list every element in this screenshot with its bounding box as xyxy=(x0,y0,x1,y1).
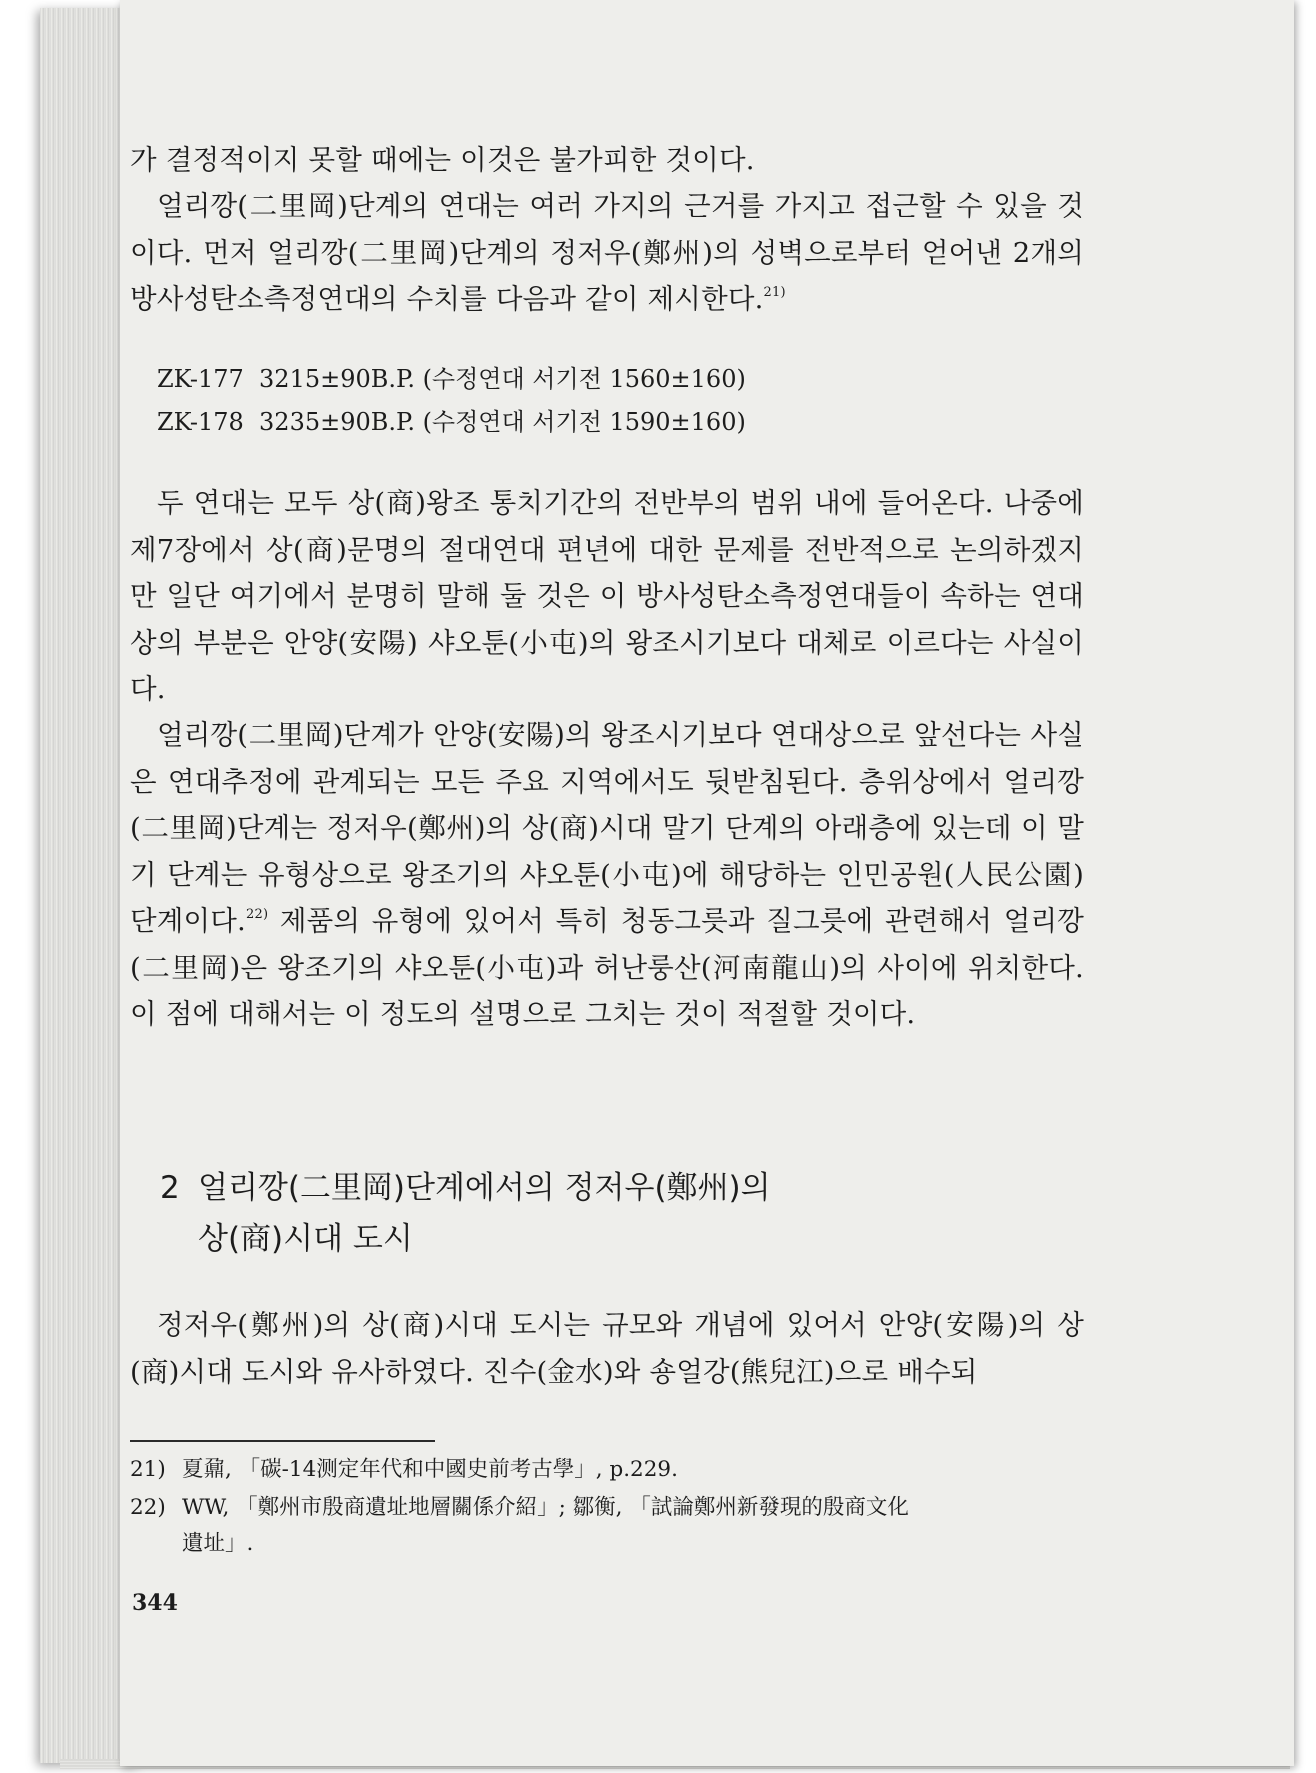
footnote-ref-22: 22) xyxy=(246,907,269,922)
date-zk178: ZK-178 3235±90B.P. (수정연대 서기전 1590±160) xyxy=(157,408,746,436)
paragraph-3: 두 연대는 모두 상(商)왕조 통치기간의 전반부의 범위 내에 들어온다. 나중에 제7장에서 상(商)문명의 절대연대 편년에 대한 문제를 전반적으로 논의하겠지만 일단 여기에서 분명히 말해 둘 것은 이 방사성탄소측정연대들이 속하는 연대상의 부분은 안양(安陽) 샤오툰(小屯)의 왕조시기보다 대체로 이르다는 사실이다. xyxy=(130,487,1084,705)
paragraph-2: 얼리깡(二里岡)단계의 연대는 여러 가지의 근거를 가지고 접근할 수 있을 것이다. 먼저 얼리깡(二里岡)단계의 정저우(鄭州)의 성벽으로부터 얻어낸 2개의 방사성탄소측정연대의 수치를 다음과 같이 제시한다.$^{21)}$ xyxy=(130,190,1084,315)
radiocarbon-dates xyxy=(157,358,957,444)
section-number: 2 xyxy=(160,1170,180,1206)
paragraph-1: 가 결정적이지 못할 때에는 이것은 불가피한 것이다. xyxy=(130,144,755,176)
section-title-line2: 상(商)시대 도시 xyxy=(198,1221,413,1257)
footnote-21: 21) 夏鼐, 「碳-14测定年代和中國史前考古學」, p.229. xyxy=(130,1457,678,1482)
section-heading xyxy=(160,1163,1060,1265)
paragraph-5: 정저우(鄭州)의 상(商)시대 도시는 규모와 개념에 있어서 안양(安陽)의 상(商)시대 도시와 유사하였다. 진수(金水)와 숑얼강(熊兒江)으로 배수되 xyxy=(130,1309,1084,1388)
footnote-22: 22) WW, 「鄭州市殷商遺址地層關係介紹」; 鄒衡, 「試論鄭州新發現的殷商文化 遺址」. xyxy=(130,1495,909,1556)
page-number: 344 xyxy=(132,1590,178,1616)
paragraph-4: 얼리깡(二里岡)단계가 안양(安陽)의 왕조시기보다 연대상으로 앞선다는 사실은 연대추정에 관계되는 모든 주요 지역에서도 뒷받침된다. 층위상에서 얼리깡(二里岡)단계는 정저우(鄭州)의 상(商)시대 말기 단계의 아래층에 있는데 이 말기 단계는 유형상으로 왕조기의 샤오툰(小屯)에 해당하는 인민공원(人民公園)단계이다.$^{22)}$ 제품의 유형에 있어서 특히 청동그릇과 질그릇에 관련해서 얼리깡(二里岡)은 왕조기의 샤오툰(小屯)과 허난룽산(河南龍山)의 사이에 위치한다. 이 점에 대해서는 이 정도의 설명으로 그치는 것이 적절할 것이다. xyxy=(130,719,1084,1030)
section-title-line1: 얼리깡(二里岡)단계에서의 정저우(鄭州)의 xyxy=(198,1170,771,1206)
date-zk177: ZK-177 3215±90B.P. (수정연대 서기전 1560±160) xyxy=(157,365,746,393)
footnote-divider xyxy=(130,1440,435,1442)
footnote-ref-21: 21) xyxy=(763,285,786,300)
